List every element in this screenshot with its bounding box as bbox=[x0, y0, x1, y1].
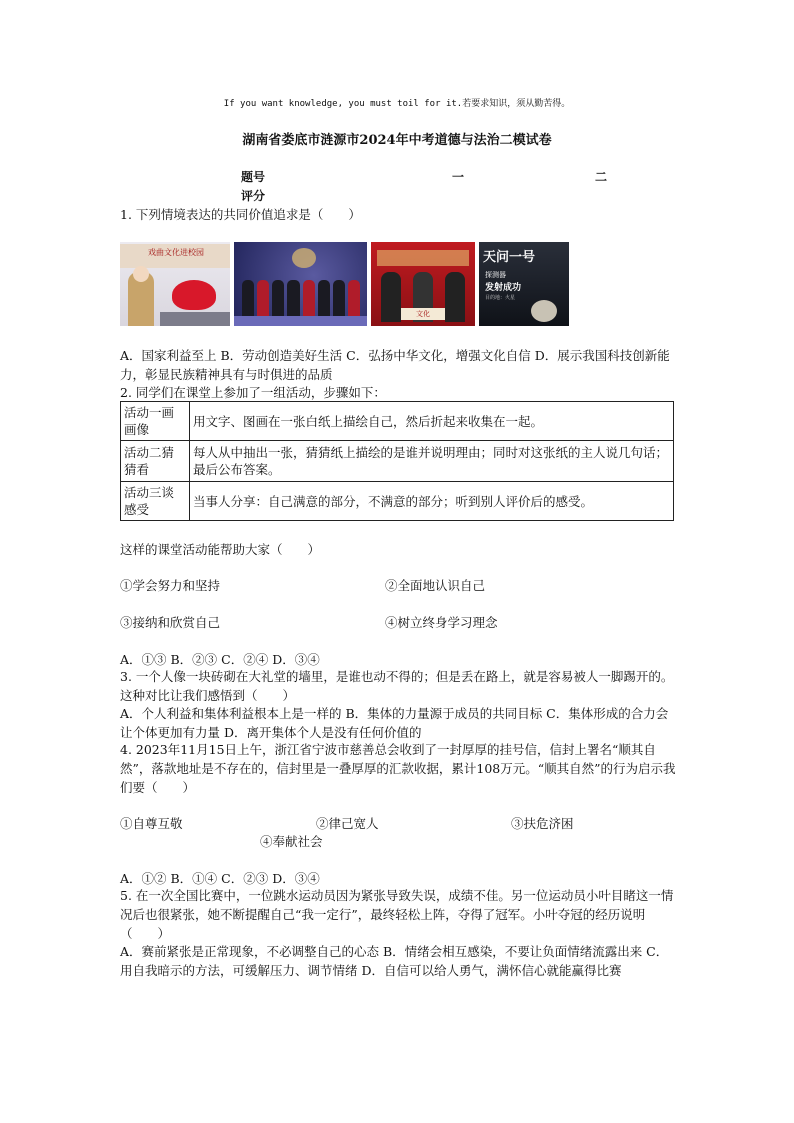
photo-banner-text: 戏曲文化进校园 bbox=[148, 248, 204, 257]
table-row bbox=[121, 482, 674, 521]
q2-item-4: ④树立终身学习理念 bbox=[385, 615, 498, 630]
page-motto: If you want knowledge, you must toil for it.若要求知识，须从勤苦得。 bbox=[223, 99, 571, 109]
activity-table bbox=[120, 401, 674, 521]
activity-name: 活动三谈感受 bbox=[121, 482, 190, 521]
q1-photo-strip bbox=[120, 242, 569, 326]
q4-item-3: ③扶危济困 bbox=[511, 816, 574, 831]
q1-options: A．国家利益至上 B．劳动创造美好生活 C．弘扬中华文化，增强文化自信 D．展示我国科技创新能力，彰显民族精神具有与时俱进的品质 bbox=[120, 348, 670, 382]
photo-tianwen-launch bbox=[479, 242, 569, 326]
photo-scroll-text: 文化 bbox=[401, 308, 445, 320]
table-row bbox=[121, 441, 674, 482]
q4-item-1: ①自尊互敬 bbox=[120, 816, 183, 831]
photo-tianwen-caption: 目的地：火星 bbox=[485, 295, 516, 301]
q2-options: A．①③ B．②③ C．②④ D．③④ bbox=[120, 652, 320, 667]
q5-options: A．赛前紧张是正常现象，不必调整自己的心态 B．情绪会相互感染，不要让负面情绪流露出来 C．用自我暗示的方法，可缓解压力、调节情绪 D．自信可以给人勇气，满怀信心就能赢得比赛 bbox=[120, 944, 669, 978]
table-row bbox=[121, 402, 674, 441]
q5-stem: 5. 在一次全国比赛中，一位跳水运动员因为紧张导致失误，成绩不佳。另一位运动员小叶目睹这一情况后也很紧张，她不断提醒自己“我一定行”，最终轻松上阵，夺得了冠军。小叶夺冠的经历说明（ ） bbox=[120, 888, 674, 941]
q2-stem: 2. 同学们在课堂上参加了一组活动，步骤如下： bbox=[120, 385, 386, 400]
q2-item-3: ③接纳和欣赏自己 bbox=[120, 615, 221, 630]
activity-name: 活动一画画像 bbox=[121, 402, 190, 441]
score-table-col-2: 二 bbox=[595, 170, 608, 184]
exam-title: 湖南省娄底市涟源市2024年中考道德与法治二模试卷 bbox=[242, 133, 552, 148]
activity-desc: 当事人分享：自己满意的部分，不满意的部分；听到别人评价后的感受。 bbox=[190, 482, 674, 521]
photo-calligraphy-event bbox=[371, 242, 475, 326]
score-table-row-label: 评分 bbox=[241, 189, 266, 203]
q3-options: A．个人利益和集体利益根本上是一样的 B．集体的力量源于成员的共同目标 C．集体形成的合力会让个体更加有力量 D．离开集体个人是没有任何价值的 bbox=[120, 706, 669, 740]
q4-stem: 4. 2023年11月15日上午，浙江省宁波市慈善总会收到了一封厚厚的挂号信，信封上署名“顺其自然”，落款地址是不存在的，信封里是一叠厚厚的汇款收据，累计108万元。“顺其自然”的行为启示我们要（ ） bbox=[120, 742, 676, 795]
photo-tianwen-sub1: 探测器 bbox=[485, 271, 506, 279]
q4-options: A．①② B．①④ C．②③ D．③④ bbox=[120, 871, 320, 886]
q2-question: 这样的课堂活动能帮助大家（ ） bbox=[120, 542, 321, 557]
q2-item-2: ②全面地认识自己 bbox=[385, 578, 486, 593]
activity-desc: 每人从中抽出一张，猜猜纸上描绘的是谁并说明理由；同时对这张纸的主人说几句话；最后公布答案。 bbox=[190, 441, 674, 482]
q4-item-2: ②律己宽人 bbox=[316, 816, 379, 831]
q3-stem: 3. 一个人像一块砖砌在大礼堂的墙里，是谁也动不得的；但是丢在路上，就是容易被人一脚踢开的。这种对比让我们感悟到（ ） bbox=[120, 669, 674, 703]
score-table-col-label: 题号 bbox=[241, 170, 266, 184]
activity-desc: 用文字、图画在一张白纸上描绘自己，然后折起来收集在一起。 bbox=[190, 402, 674, 441]
activity-name: 活动二猜猜看 bbox=[121, 441, 190, 482]
photo-opera-performance bbox=[120, 242, 230, 326]
q1-stem: 1. 下列情境表达的共同价值追求是（ ） bbox=[120, 207, 361, 222]
score-table-col-1: 一 bbox=[452, 170, 465, 184]
q4-item-4: ④奉献社会 bbox=[260, 834, 323, 849]
photo-stage-group bbox=[234, 242, 367, 326]
photo-tianwen-title: 天问一号 bbox=[483, 250, 536, 265]
q2-item-1: ①学会努力和坚持 bbox=[120, 578, 221, 593]
photo-tianwen-sub2: 发射成功 bbox=[485, 283, 522, 293]
